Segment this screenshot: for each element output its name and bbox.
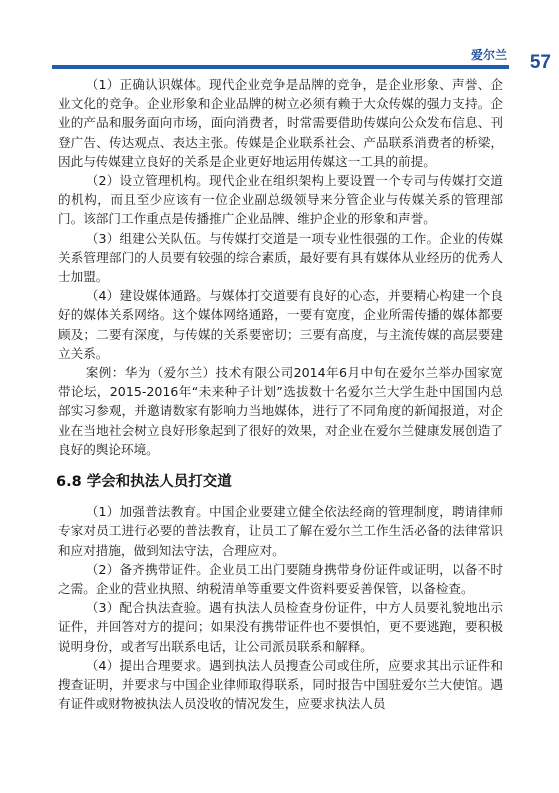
paragraph-make-reasonable-requests: （4）提出合理要求。遇到执法人员搜查公司或住所，应要求其出示证件和搜查证明，并要求与中国企业律师取得联系，同时报告中国驻爱尔兰大使馆。遇有证件或财物被执法人员没收的情况发生，应要求执法人员	[58, 657, 503, 712]
paragraph-correct-understanding-of-media: （1）正确认识媒体。现代企业竞争是品牌的竞争，是企业形象、声誉、企业文化的竞争。企业形象和企业品牌的树立必须有赖于大众传媒的强力支持。企业的产品和服务面向市场，面向消费者，时常需要借助传媒向公众发布信息、刊登广告、传达观点、表达主张。传媒是企业联系社会、产品联系消费者的桥梁，因此与传媒建立良好的关系是企业更好地运用传媒这一工具的前提。	[58, 77, 503, 169]
running-header-title: 爱尔兰	[470, 48, 507, 62]
paragraph-set-up-management-body: （2）设立管理机构。现代企业在组织架构上要设置一个专司与传媒打交道的机构，而且至少应该有一位企业副总级领导来分管企业与传媒关系的管理部门。该部门工作重点是传播推广企业品牌、维护企业的形象和声誉。	[58, 173, 503, 227]
paragraph-build-media-channels: （4）建设媒体通路。与媒体打交道要有良好的心态，并要精心构建一个良好的媒体关系网络。这个媒体网络通路，一要有宽度，企业所需传播的媒体都要顾及；二要有深度，与传媒的关系要密切；三要有高度，与主流传媒的高层要建立关系。	[58, 288, 503, 361]
paragraph-legal-education: （1）加强普法教育。中国企业要建立健全依法经商的管理制度，聘请律师专家对员工进行必要的普法教育，让员工了解在爱尔兰工作生活必备的法律常识和应对措施，做到知法守法，合理应对。	[58, 504, 503, 558]
section-heading: 6.8 学会和执法人员打交道	[56, 474, 232, 491]
page-number: 57	[529, 52, 551, 73]
header-rule	[52, 65, 509, 69]
page-body	[58, 75, 503, 714]
paragraph-cooperate-with-inspection: （3）配合执法查验。遇有执法人员检查身份证件，中方人员要礼貌地出示证件，并回答对方的提问；如果没有携带证件也不要惧怕，更不要逃跑，要积极说明身份，或者写出联系电话，让公司派员联系和解释。	[58, 600, 503, 654]
paragraph-carry-documents: （2）备齐携带证件。企业员工出门要随身携带身份证件或证明，以备不时之需。企业的营业执照、纳税清单等重要文件资料要妥善保管，以备检查。	[58, 561, 503, 597]
paragraph-case-study: 案例：华为（爱尔兰）技术有限公司2014年6月中旬在爱尔兰举办国家宽带论坛，2015-2016年“未来种子计划”选拔数十名爱尔兰大学生赴中国国内总部实习参观，并邀请数家有影响力当地媒体，进行了不同角度的新闻报道，对企业在当地社会树立良好形象起到了很好的效果，对企业在爱尔兰健康发展创造了良好的舆论环境。	[58, 365, 503, 457]
paragraph-build-pr-team: （3）组建公关队伍。与传媒打交道是一项专业性很强的工作。企业的传媒关系管理部门的人员要有较强的综合素质，最好要有具有媒体从业经历的优秀人士加盟。	[58, 230, 503, 285]
